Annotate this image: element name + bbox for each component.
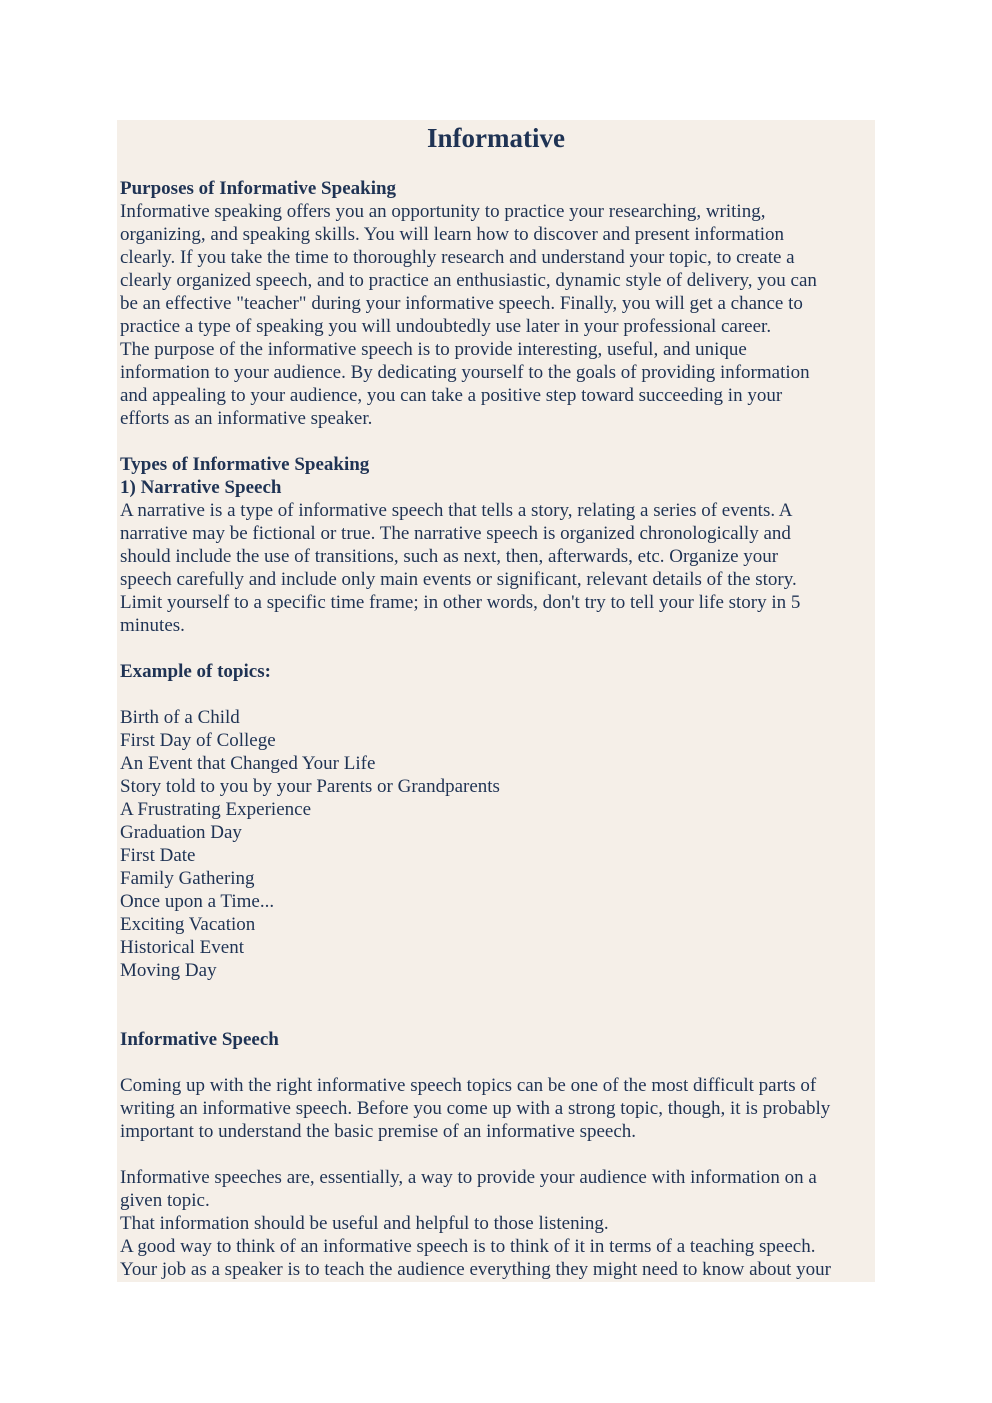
paragraph-line: speech carefully and include only main events or significant, relevant details of the story. [120, 569, 797, 590]
paragraph-line: should include the use of transitions, such as next, then, afterwards, etc. Organize your [120, 546, 779, 567]
topic-item: An Event that Changed Your Life [120, 753, 376, 774]
topic-item: Moving Day [120, 960, 217, 981]
paragraph-line: information to your audience. By dedicating yourself to the goals of providing information [120, 362, 810, 383]
topics-heading: Example of topics: [120, 661, 271, 682]
topic-item: Story told to you by your Parents or Grandparents [120, 776, 500, 797]
section-heading-purposes: Purposes of Informative Speaking [120, 178, 397, 199]
topic-item: A Frustrating Experience [120, 799, 312, 820]
paragraph-line: Coming up with the right informative speech topics can be one of the most difficult parts of [120, 1075, 817, 1096]
topic-item: First Date [120, 845, 196, 866]
paragraph-line: organizing, and speaking skills. You will learn how to discover and present information [120, 224, 785, 245]
paragraph-line: Your job as a speaker is to teach the audience everything they might need to know about your [120, 1259, 831, 1280]
topic-item: Once upon a Time... [120, 891, 275, 912]
paragraph-line: given topic. [120, 1190, 210, 1211]
paragraph-line: narrative may be fictional or true. The narrative speech is organized chronologically and [120, 523, 791, 544]
section-heading-types: Types of Informative Speaking [120, 454, 370, 475]
topic-item: Graduation Day [120, 822, 242, 843]
paragraph-line: efforts as an informative speaker. [120, 408, 373, 429]
paragraph-line: Informative speaking offers you an opportunity to practice your researching, writing, [120, 201, 766, 222]
subheading-narrative-speech: 1) Narrative Speech [120, 477, 282, 498]
paragraph-line: A narrative is a type of informative speech that tells a story, relating a series of events. A [120, 500, 793, 521]
topic-item: Birth of a Child [120, 707, 240, 728]
paragraph-line: clearly. If you take the time to thoroughly research and understand your topic, to create a [120, 247, 795, 268]
paragraph-line: The purpose of the informative speech is to provide interesting, useful, and unique [120, 339, 747, 360]
paragraph-line: practice a type of speaking you will undoubtedly use later in your professional career. [120, 316, 772, 337]
paragraph-line: writing an informative speech. Before you come up with a strong topic, though, it is probably [120, 1098, 831, 1119]
paragraph-line: be an effective "teacher" during your informative speech. Finally, you will get a chance to [120, 293, 803, 314]
topic-item: Exciting Vacation [120, 914, 256, 935]
topic-item: Historical Event [120, 937, 244, 958]
paragraph-line: clearly organized speech, and to practice an enthusiastic, dynamic style of delivery, you can [120, 270, 817, 291]
paragraph-line: and appealing to your audience, you can take a positive step toward succeeding in your [120, 385, 783, 406]
paragraph-line: Informative speeches are, essentially, a way to provide your audience with information on a [120, 1167, 817, 1188]
paragraph-line: That information should be useful and helpful to those listening. [120, 1213, 609, 1234]
paragraph-line: minutes. [120, 615, 185, 636]
topic-item: Family Gathering [120, 868, 255, 889]
paragraph-line: A good way to think of an informative speech is to think of it in terms of a teaching speech. [120, 1236, 816, 1257]
paragraph-line: important to understand the basic premise of an informative speech. [120, 1121, 637, 1142]
page-title: Informative [427, 123, 565, 153]
topic-item: First Day of College [120, 730, 276, 751]
section-heading-informative-speech: Informative Speech [120, 1029, 279, 1050]
paragraph-line: Limit yourself to a specific time frame; in other words, don't try to tell your life story in 5 [120, 592, 801, 613]
